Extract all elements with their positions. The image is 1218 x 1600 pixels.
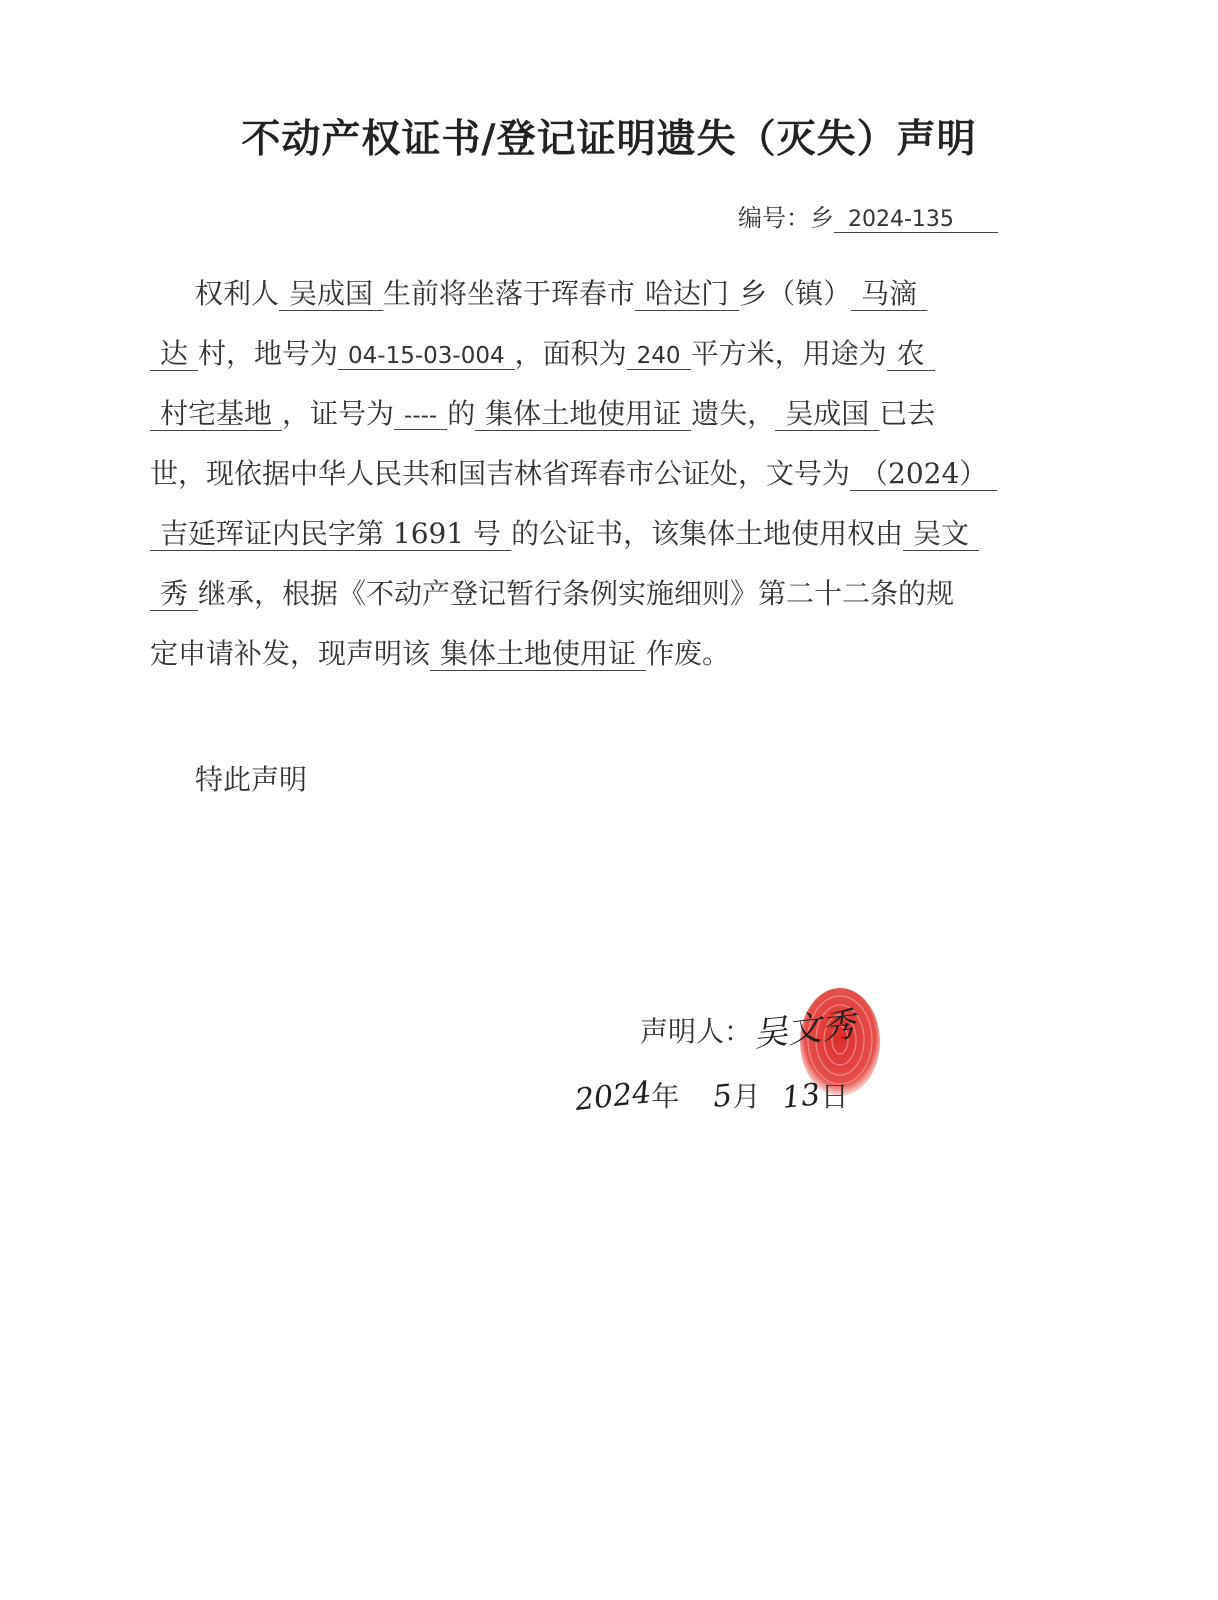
body-line-6: 秀 继承，根据《不动产登记暂行条例实施细则》第二十二条的规 xyxy=(150,572,954,612)
body-line-4: 世，现依据中华人民共和国吉林省珲春市公证处，文号为 （2024） xyxy=(150,452,997,492)
deceased-name: 吴成国 xyxy=(775,397,879,431)
declarant-label: 声明人： xyxy=(640,1015,753,1048)
signature-name: 吴文秀 xyxy=(751,1004,858,1056)
village: 马滴 xyxy=(851,277,927,311)
date-year: 2024 xyxy=(573,1075,653,1118)
declaration-date: 2024年 5月 13日 xyxy=(573,1075,849,1118)
date-month: 5 xyxy=(711,1078,735,1115)
body-line-2: 达 村，地号为 04-15-03-004 ，面积为 240 平方米，用途为 农 xyxy=(150,332,935,372)
certificate-type: 集体土地使用证 xyxy=(475,397,691,431)
serial-number xyxy=(738,198,998,233)
body-line-3: 村宅基地 ，证号为 ---- 的 集体土地使用证 遗失， 吴成国 已去 xyxy=(150,392,935,432)
certificate-number: ---- xyxy=(394,403,447,430)
document-number: （2024） xyxy=(850,457,997,491)
body-line-1: 权利人 吴成国 生前将坐落于珲春市 哈达门 乡（镇） 马滴 xyxy=(195,272,927,312)
page-title: 不动产权证书/登记证明遗失（灭失）声明 xyxy=(241,116,977,162)
closing-text: 特此声明 xyxy=(195,763,308,796)
serial-label: 编号：乡 xyxy=(738,204,834,232)
date-day: 13 xyxy=(780,1077,823,1116)
heir-name: 吴文 xyxy=(903,517,979,551)
body-line-5: 吉延珲证内民字第 1691 号 的公证书，该集体土地使用权由 吴文 xyxy=(150,512,979,552)
body-line-7: 定申请补发，现声明该 集体土地使用证 作废。 xyxy=(150,637,731,670)
area: 240 xyxy=(627,343,691,370)
land-use: 农 xyxy=(887,337,935,371)
certificate-type-void: 集体土地使用证 xyxy=(430,637,646,671)
declarant xyxy=(640,1010,752,1050)
serial-value: 2024-135 xyxy=(834,207,998,233)
town: 哈达门 xyxy=(635,277,739,311)
rights-holder: 吴成国 xyxy=(279,277,383,311)
parcel-number: 04-15-03-004 xyxy=(338,343,515,370)
signature xyxy=(751,1002,858,1056)
